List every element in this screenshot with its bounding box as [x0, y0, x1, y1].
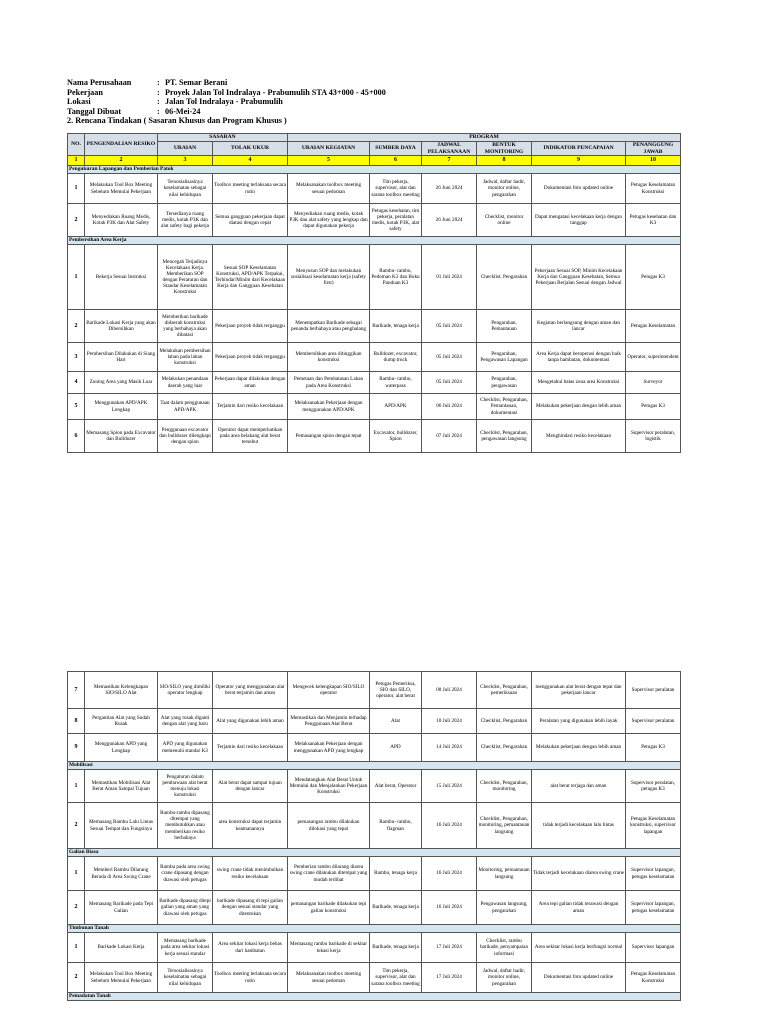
tolak-ukur-cell: Pekerjaan dapat dilakukan dengan aman	[213, 372, 288, 394]
row-number: 2	[68, 803, 85, 849]
uraian-kegiatan-cell: Menempatkan Barikade sebagai penanda berbahaya atau penghalang	[288, 310, 370, 343]
row-number: 1	[68, 857, 85, 891]
pengendalian-cell: Menggunakan APD yang Lengkap	[85, 734, 158, 762]
meta-value: Proyek Jalan Tol Indralaya - Prabumulih STA 43+000 - 45+000	[165, 87, 386, 97]
indikator-cell: Dapat mengatasi kecelakaan kerja dengan tanggap	[532, 204, 626, 237]
pengendalian-cell: Memastikan Kelengkapan SIO/SILO Alat	[85, 672, 158, 709]
uraian-cell: Memberikan barikade didaerah konstruksi yang berbahaya akan dibatasi	[158, 310, 213, 343]
action-plan-table-page-2	[67, 671, 681, 1001]
indikator-cell: Dokumentasi foto updated online	[532, 963, 626, 993]
penanggung-cell: Petugas K3	[626, 394, 681, 420]
section-label: Mobilisasi	[68, 762, 681, 770]
row-number: 2	[68, 204, 85, 237]
uraian-kegiatan-cell: pemasangan rambu dilakukan dilokasi yang tepat	[288, 803, 370, 849]
row-number: 3	[68, 343, 85, 372]
col-number: 8	[477, 156, 532, 166]
section-label: Timbunan Tanah	[68, 925, 681, 933]
sumber-daya-cell: Alat berat, Operator	[370, 770, 422, 803]
col-number: 7	[422, 156, 477, 166]
sumber-daya-cell: Excavator, bulldozer, Spion	[370, 420, 422, 453]
tolak-ukur-cell: Operator dapat memperhatikan pada area belakang alat berat tersebut	[213, 420, 288, 453]
bentuk-cell: Jadwal, daftar hadir, monitor online, pengarahan	[477, 963, 532, 993]
sumber-daya-cell: Rambu, tenaga kerja	[370, 857, 422, 891]
row-number: 2	[68, 310, 85, 343]
bentuk-cell: Checklist, monitor online	[477, 204, 532, 237]
uraian-kegiatan-cell: Mendatangkan Alat Berat Untuk Memulai dan Menjalankan Pekerjaan Konstruksi	[288, 770, 370, 803]
pengendalian-cell: Memasang Rambu Lalu Lintas Sesuai Tempat dan Fungsinya	[85, 803, 158, 849]
uraian-kegiatan-cell: Melaksanakan Pekerjaan dengan menggunakan APD/APK	[288, 394, 370, 420]
indikator-cell: Melakukan pekerjaan dengan lebih aman	[532, 734, 626, 762]
uraian-kegiatan-cell: Menyediakan ruang medis, kotak P3K dan alat safety yang lengkap dan dapat digunakan pekerja	[288, 204, 370, 237]
meta-row	[67, 107, 386, 117]
sumber-daya-cell: Tim pekerja, supervisor, alat dan sarana toolbox meeting	[370, 174, 422, 204]
indikator-cell: Menghindari resiko kecelakaan	[532, 420, 626, 453]
jadwal-cell: 05 Juli 2024	[422, 372, 477, 394]
sumber-daya-cell: APD/APK	[370, 394, 422, 420]
row-number: 1	[68, 245, 85, 310]
sumber-daya-cell: Bulldozer, excavator, dump truck	[370, 343, 422, 372]
header-indikator: INDIKATOR PENCAPAIAN	[532, 142, 626, 156]
uraian-kegiatan-cell: Melaksanakan toolbox meeting sesuai pedoman	[288, 963, 370, 993]
col-number: 1	[68, 156, 85, 166]
tolak-ukur-cell: Pekerjaan proyek tidak terganggu	[213, 310, 288, 343]
uraian-kegiatan-cell: Melaksanakan Pekerjaan dengan menggunakan APD yang lengkap	[288, 734, 370, 762]
jadwal-cell: 10 Juli 2024	[422, 709, 477, 734]
meta-colon: :	[157, 97, 160, 107]
section-label: Pengukuran Lapangan dan Pemberian Patok	[68, 166, 681, 174]
tolak-ukur-cell: Operator yang menggunakan alat berat terjamin dan aman	[213, 672, 288, 709]
header-tolak-ukur: TOLAK UKUR	[213, 142, 288, 156]
sumber-daya-cell: APD	[370, 734, 422, 762]
tolak-ukur-cell: Toolbox meeting terlaksana secara rutin	[213, 963, 288, 993]
uraian-cell: Memasang barikade pada area sekitar lokasi kerja sesuai standar	[158, 933, 213, 963]
penanggung-cell: Petugas Keselamatan	[626, 310, 681, 343]
col-number: 3	[158, 156, 213, 166]
pengendalian-cell: Bekerja Sesuai Instruksi	[85, 245, 158, 310]
penanggung-cell: Petugas Keselamatan Konstruksi	[626, 174, 681, 204]
indikator-cell: Area sekitar lokasi kerja berfungsi normal	[532, 933, 626, 963]
tolak-ukur-cell: swing crane tidak menimbulkan resiko kecelakaan	[213, 857, 288, 891]
bentuk-cell: Checklist, Pengarahan, monitoring	[477, 770, 532, 803]
tolak-ukur-cell: area konstruksi dapat terjamin keamanannya	[213, 803, 288, 849]
indikator-cell: alat berat terjaga dan aman	[532, 770, 626, 803]
bentuk-cell: Checklist, Pengarahan, Pemantauan, dokumentasi	[477, 394, 532, 420]
sumber-daya-cell: Barikade, tenaga kerja	[370, 891, 422, 925]
bentuk-cell: Checklist, Pengarahan, pemeriksaan	[477, 672, 532, 709]
tolak-ukur-cell: barikade dipasang di tepi galian dengan sesuai standar yang ditentukan	[213, 891, 288, 925]
header-uraian-kegiatan: URAIAN KEGIATAN	[288, 142, 370, 156]
table-row	[68, 672, 681, 709]
table-row	[68, 709, 681, 734]
pengendalian-cell: Melakukan Tool Box Meeting Sebelum Memulai Pekerjaan	[85, 963, 158, 993]
header-jadwal: JADWAL PELAKSANAAN	[422, 142, 477, 156]
meta-label: Tanggal Dibuat	[67, 106, 122, 116]
uraian-cell: Rambu pada area swing crane dipasang dengan diawasi oleh petugas	[158, 857, 213, 891]
bentuk-cell: Checklist, rambu barikade, penyampaian informasi	[477, 933, 532, 963]
sumber-daya-cell: Petugas Pemeriksa, SIO dan SILO, operator, alat berat	[370, 672, 422, 709]
jadwal-cell: 08 Juli 2024	[422, 672, 477, 709]
penanggung-cell: Supervisor peralatan	[626, 672, 681, 709]
meta-row	[67, 97, 386, 107]
sumber-daya-cell: Barikade, tenaga kerja	[370, 310, 422, 343]
bentuk-cell: Checklist, Pengarahan	[477, 709, 532, 734]
table-row	[68, 770, 681, 803]
indikator-cell: tidak terjadi kecelakaan lalu lintas	[532, 803, 626, 849]
indikator-cell: Melakukan pekerjaan dengan lebih aman	[532, 394, 626, 420]
sumber-daya-cell: Petugas kesehatan, tim pekerja, peralatan medis, kotak P3K, alat safety	[370, 204, 422, 237]
table-row	[68, 245, 681, 310]
section-label: Pemadatan Tanah	[68, 993, 681, 1001]
jadwal-cell: 16 Juli 2024	[422, 803, 477, 849]
uraian-kegiatan-cell: Membersihkan area ditinggikan konstruksi	[288, 343, 370, 372]
indikator-cell: Area tepi galian tidak terawasi dengan aman	[532, 891, 626, 925]
bentuk-cell: Checklist, Pengarahan, pengawasan langsung	[477, 420, 532, 453]
table-row	[68, 310, 681, 343]
table-row	[68, 204, 681, 237]
row-number: 4	[68, 372, 85, 394]
meta-row	[67, 88, 386, 98]
section-row	[68, 849, 681, 857]
row-number: 1	[68, 174, 85, 204]
col-number: 2	[85, 156, 158, 166]
section-heading: 2. Rencana Tindakan ( Sasaran Khusus dan Program Khusus )	[67, 116, 287, 126]
uraian-cell: Tersosialisasinya keselamatan sebagai nilai kehidupan	[158, 963, 213, 993]
section-row	[68, 237, 681, 245]
penanggung-cell: Surveyor	[626, 372, 681, 394]
penanggung-cell: Petugas K3	[626, 245, 681, 310]
uraian-cell: Melakukan pembersihan lahan pada lahan konstruksi	[158, 343, 213, 372]
tolak-ukur-cell: Alat berat dapat sampai tujuan dengan lancar	[213, 770, 288, 803]
col-number: 10	[626, 156, 681, 166]
sumber-daya-cell: Rambu- rambu, waterpass	[370, 372, 422, 394]
penanggung-cell: Petugas Keselamatan Konstruksi	[626, 963, 681, 993]
row-number: 8	[68, 709, 85, 734]
uraian-kegiatan-cell: pemasangan barikade dilakukan tepi galian konstruksi	[288, 891, 370, 925]
jadwal-cell: 14 Juli 2024	[422, 734, 477, 762]
indikator-cell: Peralatan yang digunakan lebih layak	[532, 709, 626, 734]
pengendalian-cell: Barikade Lokasi Kerja yang akan Dibersihkan	[85, 310, 158, 343]
header-sumber-daya: SUMBER DAYA	[370, 142, 422, 156]
jadwal-cell: 17 Juli 2024	[422, 963, 477, 993]
col-number: 5	[288, 156, 370, 166]
jadwal-cell: 26 Juni 2024	[422, 174, 477, 204]
penanggung-cell: Supervisor peralatan, petugas K3	[626, 770, 681, 803]
row-number: 1	[68, 933, 85, 963]
tolak-ukur-cell: Terjamin dari resiko kecelakaan	[213, 394, 288, 420]
uraian-kegiatan-cell: Mengecek kelengkapan SIO/SILO operator	[288, 672, 370, 709]
jadwal-cell: 05 Juli 2024	[422, 310, 477, 343]
jadwal-cell: 16 Juli 2024	[422, 891, 477, 925]
meta-colon: :	[157, 106, 160, 116]
uraian-cell: Barikade dipasang ditepi galian yang aman yang diawasi oleh petugas	[158, 891, 213, 925]
indikator-cell: Pekerjaan Sesuai SOP, Minim Kecelakaan Kerja dan Gangguan Kesehatan, Semua Pekerjaan Berjalan Sesuai dengan Jadwal	[532, 245, 626, 310]
table-row	[68, 394, 681, 420]
jadwal-cell: 17 Juli 2024	[422, 933, 477, 963]
sumber-daya-cell: Tim pekerja, supervisor, alat dan sarana toolbox meeting	[370, 963, 422, 993]
jadwal-cell: 01 Juli 2024	[422, 245, 477, 310]
tolak-ukur-cell: Toolbox meeting terlaksana secara rutin	[213, 174, 288, 204]
jadwal-cell: 07 Juli 2024	[422, 420, 477, 453]
sumber-daya-cell: Rambu- rambu, flagman	[370, 803, 422, 849]
bentuk-cell: Pengarahan, Pengawasan Lapangan	[477, 343, 532, 372]
uraian-kegiatan-cell: Melaksanakan toolbox meeting sesuai pedoman	[288, 174, 370, 204]
uraian-cell: SIO/SILO yang dimiliki operator lengkap	[158, 672, 213, 709]
meta-value: 06-Mei-24	[165, 106, 201, 116]
header-pengendalian: PENGENDALIAN RESIKO	[85, 134, 158, 156]
col-number: 4	[213, 156, 288, 166]
pengendalian-cell: Melakukan Tool Box Meeting Sebelum Memulai Pekerjaan	[85, 174, 158, 204]
indikator-cell: Kegiatan berlangsung dengan aman dan lancar	[532, 310, 626, 343]
tolak-ukur-cell: Terjamin dari resiko kecelakaan	[213, 734, 288, 762]
table-row	[68, 372, 681, 394]
sumber-daya-cell: Alat	[370, 709, 422, 734]
jadwal-cell: 26 Juni 2024	[422, 204, 477, 237]
pengendalian-cell: Memasang Barikade pada Tepi Galian	[85, 891, 158, 925]
penanggung-cell: Supervisor peralatan	[626, 709, 681, 734]
pengendalian-cell: Memastikan Mobilisasi Alat Berat Aman Sampai Tujuan	[85, 770, 158, 803]
tolak-ukur-cell: Sesuai SOP Keselamatan Konstruksi, APD/APK Terpakai, Terhindar/Minim dari Kecelakaan Kerja dan Gangguan Kesehatan	[213, 245, 288, 310]
indikator-cell: Tidak terjadi kecelakaan diarea swing crane	[532, 857, 626, 891]
penanggung-cell: Operator, superintendent	[626, 343, 681, 372]
bentuk-cell: Pengawasan langsung, pengarahan	[477, 891, 532, 925]
pengendalian-cell: Pergantian Alat yang Sudah Rusak	[85, 709, 158, 734]
penanggung-cell: Petugas Keselamatan konstruksi, supervisor lapangan	[626, 803, 681, 849]
meta-colon: :	[157, 87, 160, 97]
bentuk-cell: Pengarahan, pengawasan	[477, 372, 532, 394]
bentuk-cell: Checklist, Pengarahan, monitoring, pemantauan langsung	[477, 803, 532, 849]
sumber-daya-cell: Barikade, tenaga kerja	[370, 933, 422, 963]
table-row	[68, 857, 681, 891]
jadwal-cell: 16 Juli 2024	[422, 857, 477, 891]
uraian-kegiatan-cell: Pemasangan spion dengan tepat	[288, 420, 370, 453]
uraian-cell: Penggunaan excavator dan bulldozer dilengkapi dengan spion	[158, 420, 213, 453]
uraian-cell: Taat dalam penggunaan APD/APK	[158, 394, 213, 420]
indikator-cell: menggunakan alat berat dengan tepat dan pekerjaan lancar	[532, 672, 626, 709]
action-plan-table-page-1	[67, 133, 681, 453]
pengendalian-cell: Memberi Rambu Dilarang Berada di Area Swing Crane	[85, 857, 158, 891]
bentuk-cell: Checklist, Pengarahan	[477, 734, 532, 762]
row-number: 2	[68, 891, 85, 925]
tolak-ukur-cell: Pekerjaan proyek tidak terganggu	[213, 343, 288, 372]
penanggung-cell: Supervisor lapangan	[626, 933, 681, 963]
col-number: 9	[532, 156, 626, 166]
row-number: 9	[68, 734, 85, 762]
row-number: 7	[68, 672, 85, 709]
pengendalian-cell: Pembersihan Dilakukan di Siang Hari	[85, 343, 158, 372]
penanggung-cell: Supervisor lapangan, petugas keselamatan	[626, 857, 681, 891]
header-bentuk: BENTUK MONITORING	[477, 142, 532, 156]
uraian-cell: Tersosialisasinya keselamatan sebagai nilai kehidupan	[158, 174, 213, 204]
indikator-cell: Mengetahui batas zona area Konstruksi	[532, 372, 626, 394]
section-label: Pembersihan Area Kerja	[68, 237, 681, 245]
section-row	[68, 166, 681, 174]
tolak-ukur-cell: Area sekitar lokasi kerja bebas dari hambatan	[213, 933, 288, 963]
tolak-ukur-cell: Alat yang digunakan lebih aman	[213, 709, 288, 734]
meta-label: Lokasi	[67, 97, 91, 107]
meta-value: Jalan Tol Indralaya - Prabumulih	[165, 97, 283, 107]
penanggung-cell: Supervisor lapangan, petugas keselamatan	[626, 891, 681, 925]
col-number: 6	[370, 156, 422, 166]
uraian-cell: Mencegah Terjadinya Kecelakaan Kerja. Memberikan SOP dengan Peraturan dan Standar Keselamatan Konstruksi	[158, 245, 213, 310]
header-program: PROGRAM	[288, 134, 681, 142]
section-label: Galian Biasa	[68, 849, 681, 857]
meta-label: Nama Perusahaan	[67, 78, 132, 87]
bentuk-cell: Monitoring, pemantauan langsung	[477, 857, 532, 891]
jadwal-cell: 15 Juli 2024	[422, 770, 477, 803]
column-number-row	[68, 156, 681, 166]
uraian-cell: Rambu-rambu dipasang ditempat yang membutuhkan atau memberikan resiko berbahaya	[158, 803, 213, 849]
header-sasaran: SASARAN	[158, 134, 288, 142]
meta-label: Pekerjaan	[67, 87, 103, 97]
table-row	[68, 933, 681, 963]
row-number: 6	[68, 420, 85, 453]
header-no: NO.	[68, 134, 85, 156]
header-penanggung: PENANGGUNG JAWAB	[626, 142, 681, 156]
pengendalian-cell: Menggunakan APD/APK Lengkap	[85, 394, 158, 420]
penanggung-cell: Petugas kesehatan dan K3	[626, 204, 681, 237]
row-number: 5	[68, 394, 85, 420]
table-row	[68, 891, 681, 925]
table-row	[68, 343, 681, 372]
meta-value: PT. Semar Berani	[165, 78, 228, 87]
row-number: 1	[68, 770, 85, 803]
row-number: 2	[68, 963, 85, 993]
sumber-daya-cell: Rambu- rambu, Pedoman K3 dan Buku Panduan K3	[370, 245, 422, 310]
table-row	[68, 420, 681, 453]
meta-row	[67, 78, 386, 88]
indikator-cell: Area Kerja dapat beroperasi dengan baik tanpa hambatan, dokumentasi	[532, 343, 626, 372]
jadwal-cell: 06 Juli 2024	[422, 394, 477, 420]
uraian-cell: APD yang digunakan memenuhi standar K3	[158, 734, 213, 762]
uraian-kegiatan-cell: Memasang rambu barikade di sekitar lokasi kerja	[288, 933, 370, 963]
section-row	[68, 925, 681, 933]
jadwal-cell: 05 Juli 2024	[422, 343, 477, 372]
table-row	[68, 963, 681, 993]
penanggung-cell: Supervisor peralatan, logistik	[626, 420, 681, 453]
document-meta	[67, 78, 386, 126]
header-uraian: URAIAN	[158, 142, 213, 156]
table-row	[68, 803, 681, 849]
uraian-kegiatan-cell: Menyusun SOP dan melakukan sosialisasi keselamatan kerja (safety first)	[288, 245, 370, 310]
meta-colon: :	[157, 78, 160, 87]
bentuk-cell: Checklist, Pengarahan	[477, 245, 532, 310]
uraian-kegiatan-cell: Memastikan dan Menjamin terhadap Penggunaan Alat Berat	[288, 709, 370, 734]
table-row	[68, 174, 681, 204]
pengendalian-cell: Menyediakan Ruang Medis, Kotak P3K dan Alat Safety	[85, 204, 158, 237]
table-row	[68, 734, 681, 762]
uraian-kegiatan-cell: Pemetaan dan Pembatasan Lahan pada Area Konstruksi	[288, 372, 370, 394]
uraian-cell: Melakukan penandaan daerah yang luar	[158, 372, 213, 394]
penanggung-cell: Petugas K3	[626, 734, 681, 762]
uraian-cell: Alat yang rusak diganti dengan alat yang baru	[158, 709, 213, 734]
section-row	[68, 993, 681, 1001]
pengendalian-cell: Memasang Spion pada Excavator dan Bulldozer	[85, 420, 158, 453]
tolak-ukur-cell: Semua gangguan pekerjaan dapat diatasi dengan cepat	[213, 204, 288, 237]
bentuk-cell: Jadwal, daftar hadir, monitor online, pengarahan	[477, 174, 532, 204]
uraian-kegiatan-cell: Pemberian rambu dilarang diarea swing crane dilakukan ditempat yang mudah terlihat	[288, 857, 370, 891]
indikator-cell: Dokumentasi foto updated online	[532, 174, 626, 204]
uraian-cell: Tersedianya ruang medis, kotak P3K dan alat safety bagi pekerja	[158, 204, 213, 237]
pengendalian-cell: Barikade Lokasi Kerja	[85, 933, 158, 963]
bentuk-cell: Pengarahan, Pemantauan	[477, 310, 532, 343]
section-row	[68, 762, 681, 770]
uraian-cell: Pengaturan dalam pembawaan alat berat menuju lokasi konstruksi	[158, 770, 213, 803]
pengendalian-cell: Zoning Area yang Masih Luar	[85, 372, 158, 394]
